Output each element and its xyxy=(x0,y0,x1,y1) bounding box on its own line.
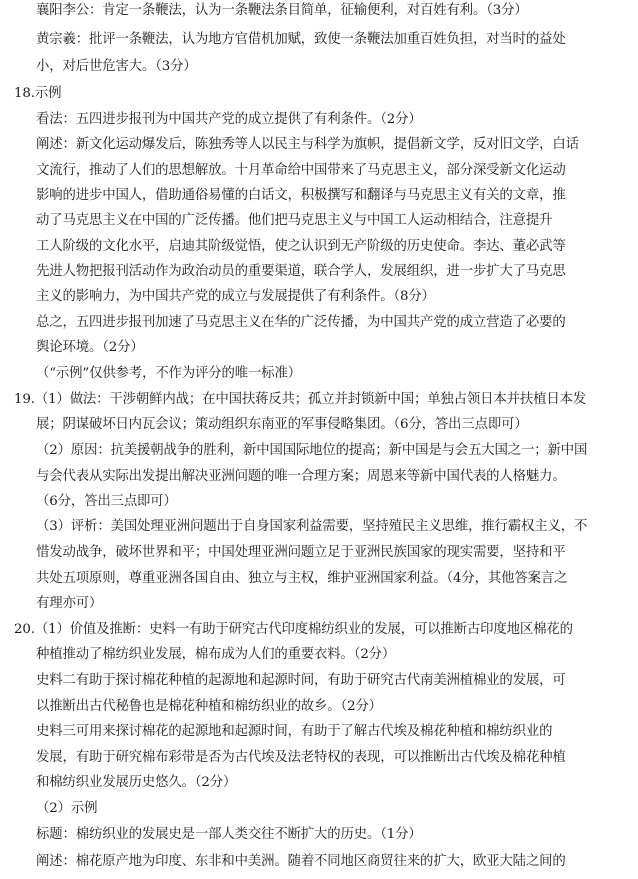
text-line: 与会代表从实际出发提出解决亚洲问题的唯一合理方案；周恩来等新中国代表的人格魅力。 xyxy=(36,469,566,484)
text-line: 史料三可用来探讨棉花的起源地和起源时间，有助于了解古代埃及棉花种植和棉纺织业的 xyxy=(36,724,553,739)
text-line: 主义的影响力，为中国共产党的成立与发展提供了有利条件。（8分） xyxy=(36,289,435,304)
text-line: （2）原因：抗美援朝战争的胜利，新中国国际地位的提高；新中国是与会五大国之一；新中国 xyxy=(36,443,588,458)
text-line: 史料二有助于探讨棉花种植的起源地和起源时间，有助于研究古代南美洲植棉业的发展，可 xyxy=(36,673,566,688)
text-line: 舆论环境。（2分） xyxy=(36,340,144,355)
text-line: 阐述：新文化运动爆发后，陈独秀等人以民主与科学为旗帜，提倡新文学，反对旧文学，白话 xyxy=(36,137,579,152)
text-line: 以推断出古代秘鲁也是棉花种植和棉纺织业的故乡。（2分） xyxy=(36,699,382,714)
text-line: 小，对后世危害大。（3分） xyxy=(36,59,197,74)
text-line: 标题：棉纺织业的发展史是一部人类交往不断扩大的历史。（1分） xyxy=(36,827,422,842)
text-line: （3）评析：美国处理亚洲问题出于自身国家利益需要，坚持殖民主义思维，推行霸权主义，不 xyxy=(36,519,588,534)
text-line: 工人阶级的文化水平，启迪其阶级觉悟，使之认识到无产阶级的历史使命。李达、董必武等 xyxy=(36,239,566,254)
text-line: 襄阳李公：肯定一条鞭法，认为一条鞭法条目简单，征输便利，对百姓有利。（3分） xyxy=(36,3,528,18)
question-18-heading: 18.示例 xyxy=(14,86,62,101)
text-line: 阐述：棉花原产地为印度、东非和中美洲。随着不同地区商贸往来的扩大，欧亚大陆之间的 xyxy=(36,854,566,869)
text-line: 先进人物把报刊活动作为政治动员的重要渠道，联合学人，发展组织，进一步扩大了马克思 xyxy=(36,264,566,279)
text-line: 展；阴谋破坏日内瓦会议；策动组织东南亚的军事侵略集团。（6分，答出三点即可） xyxy=(36,417,528,432)
question-20-heading: 20.（1）价值及推断：史料一有助于研究古代印度棉纺织业的发展，可以推断古印度地区棉花的 xyxy=(14,622,573,637)
text-line: 惜发动战争，破坏世界和平；中国处理亚洲问题立足于亚洲民族国家的现实需要，坚持和平 xyxy=(36,545,566,560)
text-line: 文流行，推动了人们的思想解放。十月革命给中国带来了马克思主义，部分深受新文化运动 xyxy=(36,163,566,178)
text-line: （“示例”仅供参考，不作为评分的唯一标准） xyxy=(36,366,301,381)
text-line: （6分，答出三点即可） xyxy=(36,494,177,509)
text-line: 看法：五四进步报刊为中国共产党的成立提供了有利条件。（2分） xyxy=(36,112,422,127)
text-line: 发展，有助于研究棉布彩带是否为古代埃及法老特权的表现，可以推断出古代埃及棉花种植 xyxy=(36,750,566,765)
text-line: 有理亦可） xyxy=(36,596,103,611)
question-19-heading: 19.（1）做法：干涉朝鲜内战；在中国扶蒋反共；孤立并封锁新中国；单独占领日本并扶植日本发 xyxy=(14,392,587,407)
text-line: 种植推动了棉纺织业发展，棉布成为人们的重要衣料。（2分） xyxy=(36,647,396,662)
text-line: 影响的进步中国人，借助通俗易懂的白话文，积极撰写和翻译与马克思主义有关的文章，推 xyxy=(36,188,566,203)
text-line: 共处五项原则，尊重亚洲各国自由、独立与主权，维护亚洲国家利益。（4分，其他答案言之 xyxy=(36,571,568,586)
text-line: （2）示例 xyxy=(36,801,98,816)
text-line: 黄宗羲：批评一条鞭法，认为地方官借机加赋，致使一条鞭法加重百姓负担，对当时的益处 xyxy=(36,32,566,47)
text-line: 和棉纺织业发展历史悠久。（2分） xyxy=(36,775,237,790)
text-line: 总之，五四进步报刊加速了马克思主义在华的广泛传播，为中国共产党的成立营造了必要的 xyxy=(36,315,566,330)
text-line: 动了马克思主义在中国的广泛传播。他们把马克思主义与中国工人运动相结合，注意提升 xyxy=(36,213,553,228)
